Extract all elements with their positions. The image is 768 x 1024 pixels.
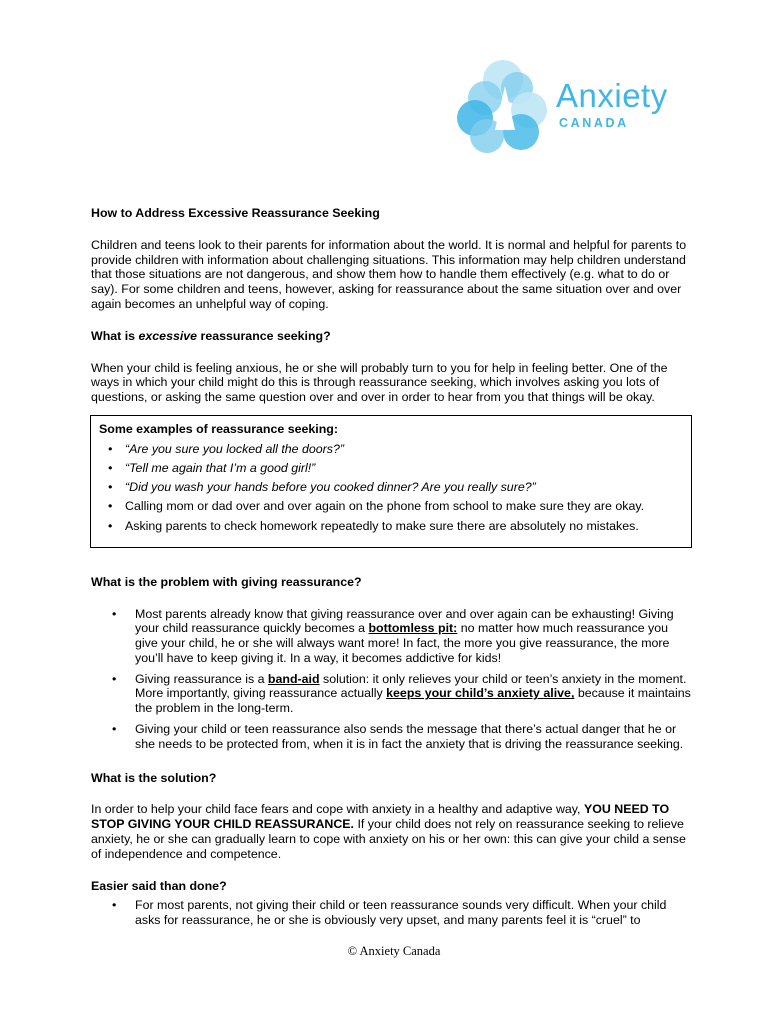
- anxiety-canada-logo-mark-icon: [455, 58, 555, 154]
- text-run: Giving your child or teen reassurance also sends the message that there’s actual danger that he or she needs to be protected from, when it is in fact the anxiety that is driving the reassurance seeking.: [135, 722, 684, 751]
- intro-paragraph: Children and teens look to their parents for information about the world. It is normal and helpful for parents to provide children with information about challenging situations. This information may help children understand that those situations are not dangerous, and show them how to handle them effectively (e.g. what to do or say). For some children and teens, however, asking for reassurance about the same situation over and over again becomes an unhelpful way of coping.: [91, 237, 687, 311]
- document-title: How to Address Excessive Reassurance Seeking: [91, 206, 380, 220]
- emphasis-bottomless-pit: bottomless pit:: [368, 621, 458, 636]
- emphasis-stop-reassurance: YOU NEED TO STOP GIVING YOUR CHILD REASSURANCE.: [91, 802, 670, 832]
- text-run: In order to help your child face fears and cope with anxiety in a healthy and adaptive way,: [91, 802, 584, 817]
- heading-emphasis: excessive: [138, 328, 198, 343]
- text-run: no matter how much reassurance you give your child, he or she will always want more! In fact, the more you give reassurance, the more you’ll have to keep giving it. In a way, it becomes addictive for kids!: [135, 621, 670, 665]
- problem-item: [135, 607, 691, 666]
- emphasis-band-aid: band-aid: [267, 671, 320, 686]
- problem-item: [135, 722, 691, 752]
- text-run: because it maintains the problem in the long-term.: [135, 686, 691, 716]
- text-run: Giving reassurance is a: [135, 671, 268, 686]
- excessive-reassurance-paragraph: When your child is feeling anxious, he or she will probably turn to you for help in feeling better. One of the ways in which your child might do this is through reassurance seeking, which involves asking you lots of questions, or asking the same question over and over in order to hear from you that things will be okay.: [91, 360, 668, 405]
- logo-wordmark: Anxiety: [556, 77, 668, 114]
- heading-solution: What is the solution?: [91, 770, 217, 785]
- logo-subtitle: CANADA: [559, 116, 629, 130]
- examples-list: [99, 442, 683, 534]
- heading-excessive-reassurance: [91, 329, 691, 344]
- text-run: solution: it only relieves your child or teen’s anxiety in the moment. More importantly, giving reassurance actually: [135, 671, 687, 701]
- examples-box: [90, 415, 692, 548]
- text-run: If your child does not rely on reassurance seeking to relieve anxiety, he or she can gradually learn to cope with anxiety on his or her own: this can give your child a sense of independence and competence.: [91, 817, 686, 861]
- easier-list: [91, 898, 691, 928]
- example-item: • “Did you wash your hands before you cooked dinner? Are you really sure?”: [125, 480, 683, 495]
- heading-problem: What is the problem with giving reassurance?: [91, 574, 362, 589]
- example-item: • “Tell me again that I’m a good girl!”: [125, 461, 683, 476]
- heading-easier-said: Easier said than done?: [91, 878, 227, 893]
- anxiety-canada-logo: [455, 58, 695, 154]
- example-item: • “Are you sure you locked all the doors?”: [125, 442, 683, 457]
- examples-title: Some examples of reassurance seeking:: [99, 421, 338, 436]
- document-body: [91, 206, 691, 947]
- text-run: Most parents already know that giving reassurance over and over again can be exhausting! Giving your child reassurance quickly becomes a: [135, 606, 674, 636]
- solution-paragraph: [91, 802, 691, 861]
- problems-list: [91, 607, 691, 752]
- page-footer: © Anxiety Canada: [347, 944, 441, 958]
- problem-item: [135, 672, 691, 716]
- emphasis-anxiety-alive: keeps your child’s anxiety alive,: [386, 686, 575, 701]
- example-item: • Calling mom or dad over and over again on the phone from school to make sure they are okay.: [125, 499, 683, 514]
- heading-part: What is: [91, 328, 139, 343]
- example-item: • Asking parents to check homework repeatedly to make sure there are absolutely no mistakes.: [125, 519, 683, 534]
- easier-item: • For most parents, not giving their child or teen reassurance sounds very difficult. When your child asks for reassurance, he or she is obviously very upset, and many parents feel it is “cruel” to: [135, 898, 691, 928]
- heading-part: reassurance seeking?: [197, 328, 331, 343]
